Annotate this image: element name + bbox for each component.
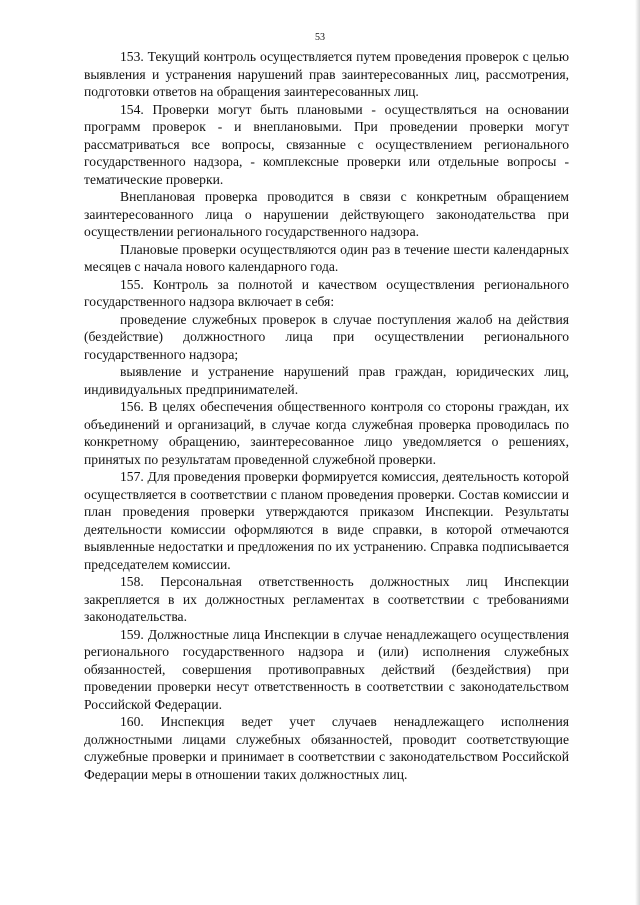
paragraph-155-item-1: проведение служебных проверок в случае поступления жалоб на действия (бездействие) должностного лица при осуществлении регионального государственного надзора; bbox=[84, 311, 569, 362]
paragraph-160: 160. Инспекция ведет учет случаев ненадлежащего исполнения должностными лицами служебных обязанностей, проводит соответствующие служебные проверки и принимает в соответствии с законодательством Российской Федерации меры в отношении таких должностных лиц. bbox=[84, 714, 569, 782]
paragraph-155-item-2: выявление и устранение нарушений прав граждан, юридических лиц, индивидуальных предпринимателей. bbox=[84, 364, 569, 397]
paragraph-unplanned-inspection: Внеплановая проверка проводится в связи с конкретным обращением заинтересованного лица о нарушении действующего законодательства при осуществлении регионального государственного надзора. bbox=[84, 189, 569, 239]
page-number: 53 bbox=[315, 32, 325, 43]
paragraph-153: 153. Текущий контроль осуществляется путем проведения проверок с целью выявления и устранения нарушений прав заинтересованных лиц, рассмотрения, подготовки ответов на обращения заинтересованных лиц. bbox=[84, 49, 569, 99]
paragraph-157: 157. Для проведения проверки формируется комиссия, деятельность которой осуществляется в соответствии с планом проведения проверки. Состав комиссии и план проведения проверки утверждаются приказом Инспекции. Результаты деятельности комиссии оформляются в виде справки, в которой отмечаются выявленные недостатки и предложения по их устранению. Справка подписывается председателем комиссии. bbox=[84, 469, 569, 572]
document-body bbox=[84, 48, 569, 783]
paragraph-159: 159. Должностные лица Инспекции в случае ненадлежащего осуществления регионального государственного надзора и (или) исполнения служебных обязанностей, совершения противоправных действий (бездействия) при проведении проверки несут ответственность в соответствии с законодательством Российской Федерации. bbox=[84, 626, 569, 712]
scan-edge-shadow bbox=[635, 0, 640, 905]
paragraph-154: 154. Проверки могут быть плановыми - осуществляться на основании программ проверок - и внеплановыми. При проведении проверки могут рассматриваться все вопросы, связанные с осуществлением регионального государственного надзора, - комплексные проверки или отдельные вопросы - тематические проверки. bbox=[84, 101, 569, 187]
paragraph-156: 156. В целях обеспечения общественного контроля со стороны граждан, их объединений и организаций, в случае когда служебная проверка проводилась по конкретному обращению, заинтересованное лицо уведомляется о решениях, принятых по результатам проведенной служебной проверки. bbox=[84, 399, 569, 467]
paragraph-planned-inspections: Плановые проверки осуществляются один раз в течение шести календарных месяцев с начала нового календарного года. bbox=[84, 241, 569, 274]
paragraph-155: 155. Контроль за полнотой и качеством осуществления регионального государственного надзора включает в себя: bbox=[84, 276, 569, 309]
paragraph-158: 158. Персональная ответственность должностных лиц Инспекции закрепляется в их должностных регламентах в соответствии с требованиями законодательства. bbox=[84, 574, 569, 624]
